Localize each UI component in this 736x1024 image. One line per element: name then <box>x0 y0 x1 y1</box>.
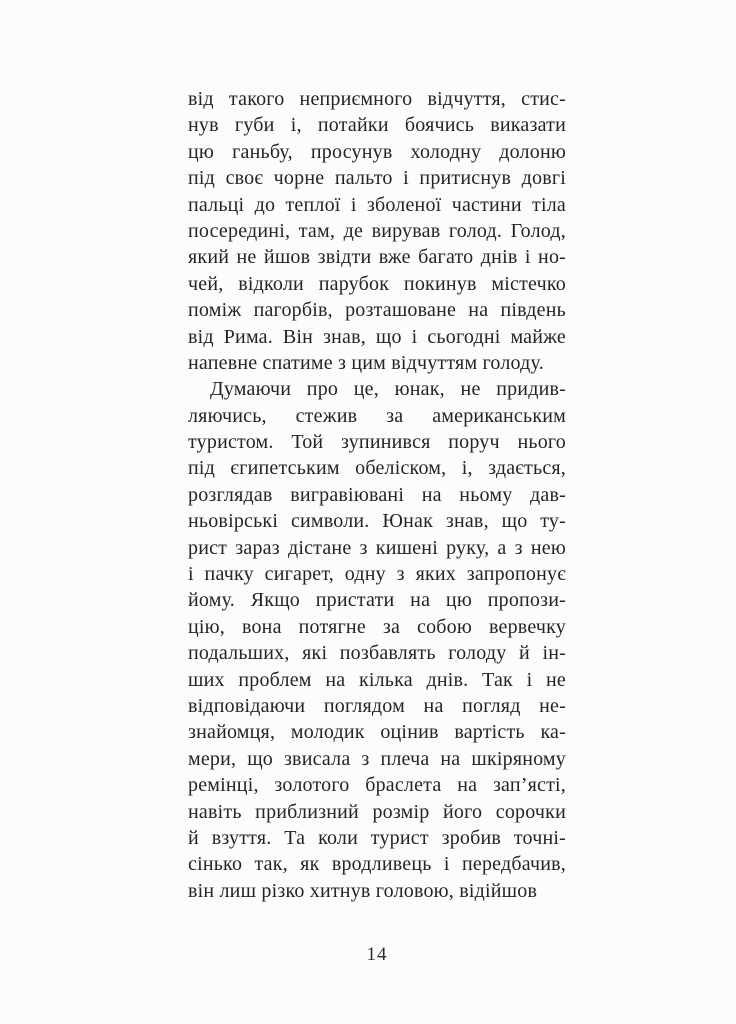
page-number: 14 <box>366 944 388 965</box>
text-line: нув губи і, потайки боячись виказати <box>188 114 566 137</box>
text-line: напевне спатиме з цим відчуттям голоду. <box>188 351 544 374</box>
text-line: цію, вона потягне за собою вервечку <box>188 615 566 638</box>
text-line: знайомця, молодик оцінив вартість ка- <box>188 721 566 744</box>
text-line: поміж пагорбів, розташоване на південь <box>188 299 566 322</box>
text-line: від такого неприємного відчуття, стис- <box>188 88 566 110</box>
text-line: ремінці, золотого браслета на зап’ясті, <box>188 774 566 797</box>
text-line: навіть приблизний розмір його сорочки <box>188 800 566 823</box>
text-line: подальших, які позбавлять голоду й ін- <box>188 642 566 665</box>
text-line: під єгипетським обеліском, і, здається, <box>188 457 566 480</box>
text-line: туристом. Той зупинився поруч нього <box>188 431 566 454</box>
paragraph <box>188 86 566 376</box>
text-line: цю ганьбу, просунув холодну долоню <box>188 140 566 163</box>
text-line: Думаючи про це, юнак, не придив- <box>210 378 566 401</box>
text-line: відповідаючи поглядом на погляд не- <box>188 694 566 717</box>
text-line: ньовірські символи. Юнак знав, що ту- <box>188 510 566 533</box>
text-line: посередині, там, де вирував голод. Голод, <box>188 219 566 242</box>
text-line: рист зараз дістане з кишені руку, а з нею <box>188 536 566 559</box>
text-line: від Рима. Він знав, що і сьогодні майже <box>188 325 566 348</box>
text-line: під своє чорне пальто і притиснув довгі <box>188 167 566 190</box>
text-line: мери, що звисала з плеча на шкіряному <box>188 747 566 770</box>
paragraph <box>188 376 566 904</box>
text-line: ших проблем на кілька днів. Так і не <box>188 668 566 691</box>
text-line: який не йшов звідти вже багато днів і но- <box>188 246 566 269</box>
text-line: ляючись, стежив за американським <box>188 404 566 427</box>
text-line: він лиш різко хитнув головою, відійшов <box>188 879 538 902</box>
text-line: сінько так, як вродливець і передбачив, <box>188 853 566 876</box>
text-line: пальці до теплої і зболеної частини тіла <box>188 193 566 216</box>
text-line: і пачку сигарет, одну з яких запропонує <box>188 563 566 586</box>
text-line: йому. Якщо пристати на цю пропози- <box>188 589 566 612</box>
text-line: розглядав вигравіювані на ньому дав- <box>188 483 566 506</box>
text-line: чей, відколи парубок покинув містечко <box>188 272 566 295</box>
text-line: й взуття. Та коли турист зробив точні- <box>188 826 566 849</box>
page-text <box>188 86 566 904</box>
